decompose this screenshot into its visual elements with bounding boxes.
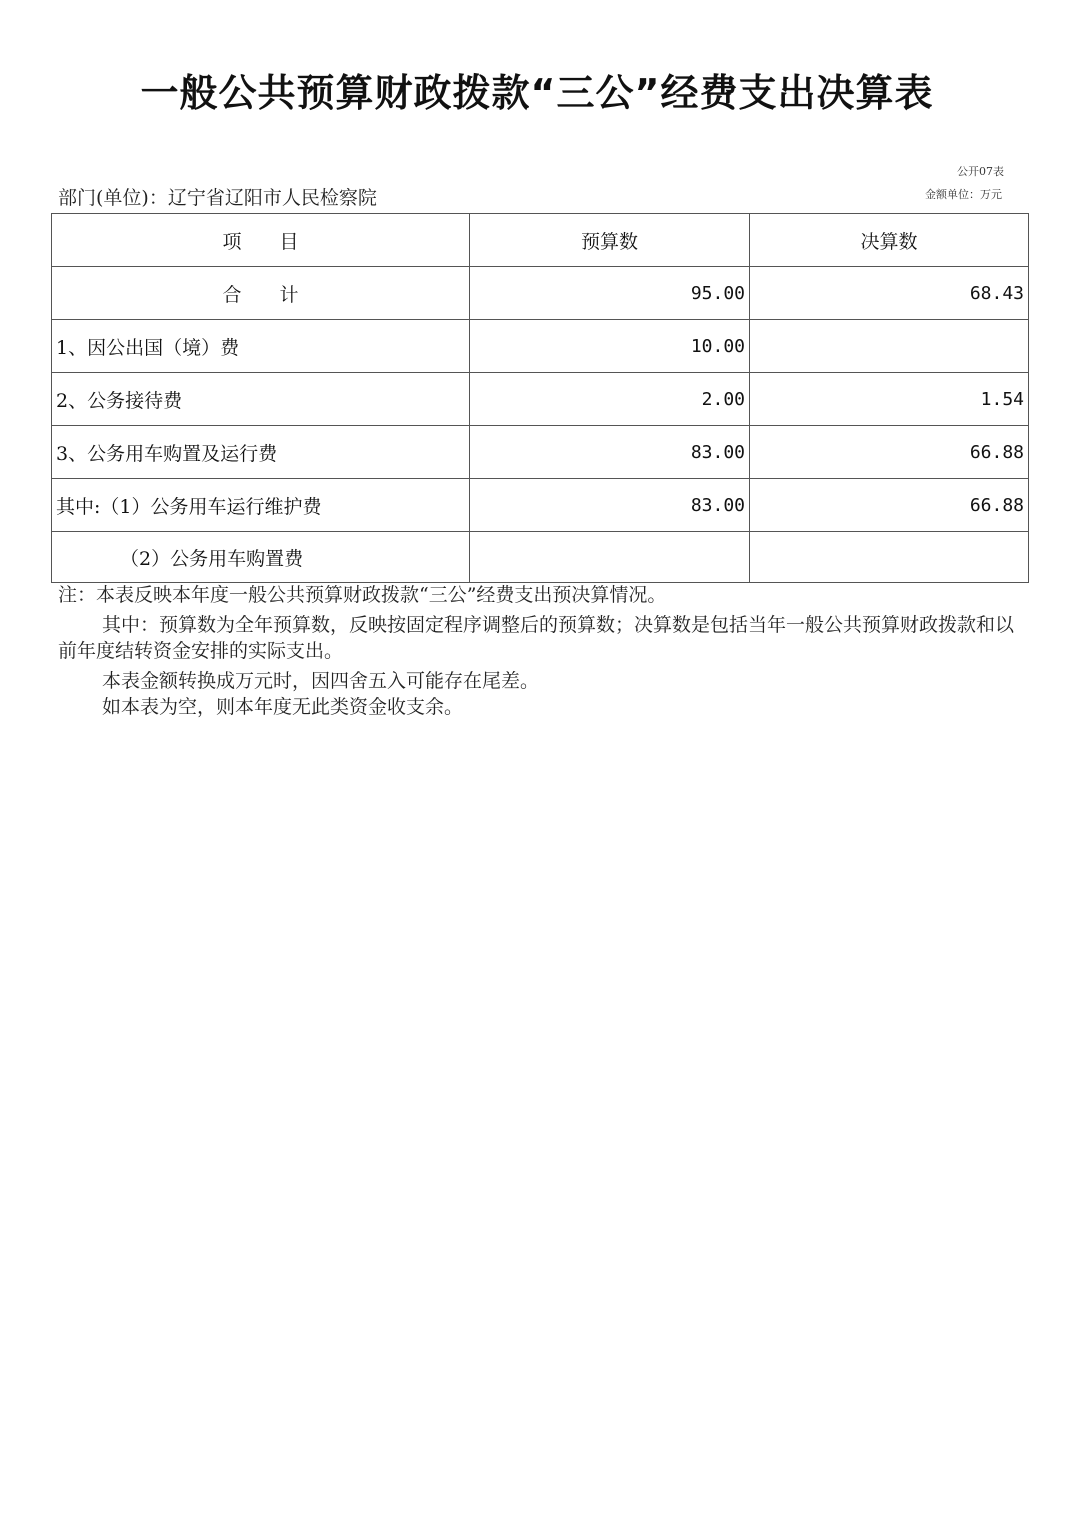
form-code: 公开07表 — [957, 165, 1004, 178]
table-header-row — [52, 214, 1029, 267]
notes-section — [58, 582, 1018, 720]
department-label: 部门(单位)：辽宁省辽阳市人民检察院 — [58, 187, 377, 209]
row-budget: 10.00 — [470, 320, 750, 373]
row-final: 68.43 — [750, 267, 1029, 320]
row-budget: 95.00 — [470, 267, 750, 320]
table-row — [52, 479, 1029, 532]
table-row — [52, 426, 1029, 479]
column-header-item: 项 目 — [52, 214, 470, 267]
row-budget: 83.00 — [470, 479, 750, 532]
note-line: 其中：预算数为全年预算数，反映按固定程序调整后的预算数；决算数是包括当年一般公共预算财政拨款和以前年度结转资金安排的实际支出。 — [58, 614, 1015, 662]
table-row — [52, 532, 1029, 583]
page-title: 一般公共预算财政拨款“三公”经费支出决算表 — [140, 71, 934, 115]
note-line: 注：本表反映本年度一般公共预算财政拨款“三公”经费支出预决算情况。 — [58, 584, 667, 606]
row-item: 其中:（1）公务用车运行维护费 — [52, 479, 470, 532]
row-budget: 2.00 — [470, 373, 750, 426]
amount-unit: 金额单位：万元 — [925, 188, 1002, 201]
expense-table — [51, 213, 1029, 583]
note-line: 本表金额转换成万元时，因四舍五入可能存在尾差。 — [102, 670, 540, 692]
column-header-budget: 预算数 — [470, 214, 750, 267]
row-final: 66.88 — [750, 479, 1029, 532]
row-item: （2）公务用车购置费 — [52, 532, 470, 583]
column-header-final: 决算数 — [750, 214, 1029, 267]
row-item: 3、公务用车购置及运行费 — [52, 426, 470, 479]
table-row — [52, 320, 1029, 373]
row-final: 1.54 — [750, 373, 1029, 426]
row-item: 1、因公出国（境）费 — [52, 320, 470, 373]
table-row-total — [52, 267, 1029, 320]
row-item: 2、公务接待费 — [52, 373, 470, 426]
row-final: 66.88 — [750, 426, 1029, 479]
row-final — [750, 320, 1029, 373]
row-budget: 83.00 — [470, 426, 750, 479]
row-budget — [470, 532, 750, 583]
table-row — [52, 373, 1029, 426]
row-final — [750, 532, 1029, 583]
note-line: 如本表为空，则本年度无此类资金收支余。 — [102, 696, 464, 718]
row-item: 合 计 — [52, 267, 470, 320]
